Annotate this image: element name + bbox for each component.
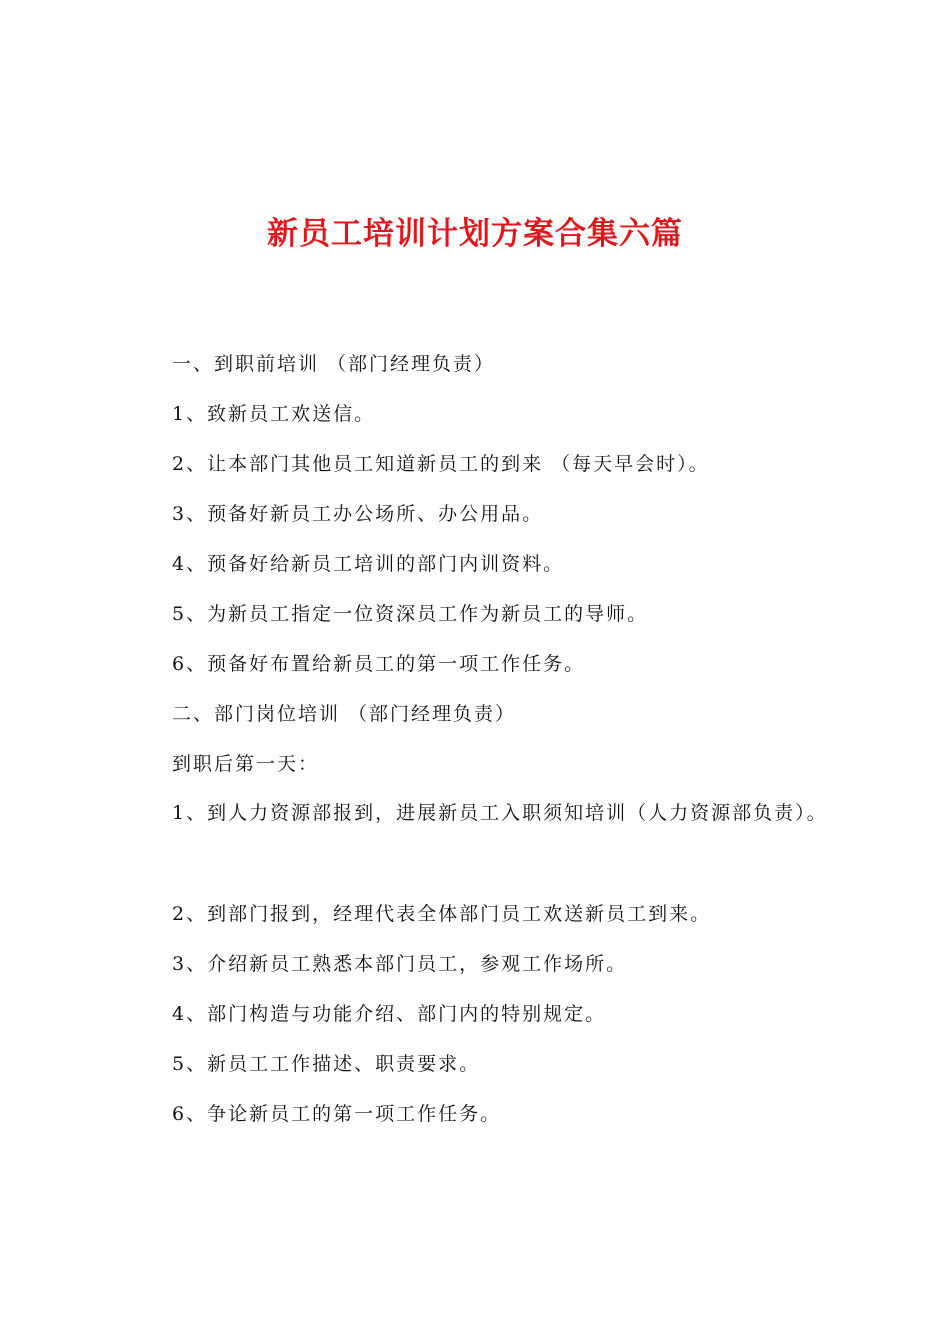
section-heading-department: 二、部门岗位培训 （部门经理负责） <box>172 703 517 725</box>
list-item: 3、介绍新员工熟悉本部门员工，参观工作场所。 <box>172 953 628 975</box>
subheading-first-day: 到职后第一天： <box>172 753 320 775</box>
list-item: 4、部门构造与功能介绍、部门内的特别规定。 <box>172 1003 607 1025</box>
list-item: 5、新员工工作描述、职责要求。 <box>172 1053 481 1075</box>
list-item: 1、到人力资源部报到，进展新员工入职须知培训（人力资源部负责）。 <box>172 802 828 824</box>
list-item: 6、争论新员工的第一项工作任务。 <box>172 1103 502 1125</box>
list-item: 2、到部门报到，经理代表全体部门员工欢送新员工到来。 <box>172 903 712 925</box>
list-item: 2、让本部门其他员工知道新员工的到来 （每天早会时）。 <box>172 453 710 475</box>
document-title: 新员工培训计划方案合集六篇 <box>267 216 683 252</box>
list-item: 4、预备好给新员工培训的部门内训资料。 <box>172 553 565 575</box>
section-heading-pre-arrival: 一、到职前培训 （部门经理负责） <box>172 353 496 375</box>
list-item: 5、为新员工指定一位资深员工作为新员工的导师。 <box>172 603 649 625</box>
list-item: 1、致新员工欢送信。 <box>172 403 376 425</box>
list-item: 6、预备好布置给新员工的第一项工作任务。 <box>172 653 586 675</box>
list-item: 3、预备好新员工办公场所、办公用品。 <box>172 503 544 525</box>
